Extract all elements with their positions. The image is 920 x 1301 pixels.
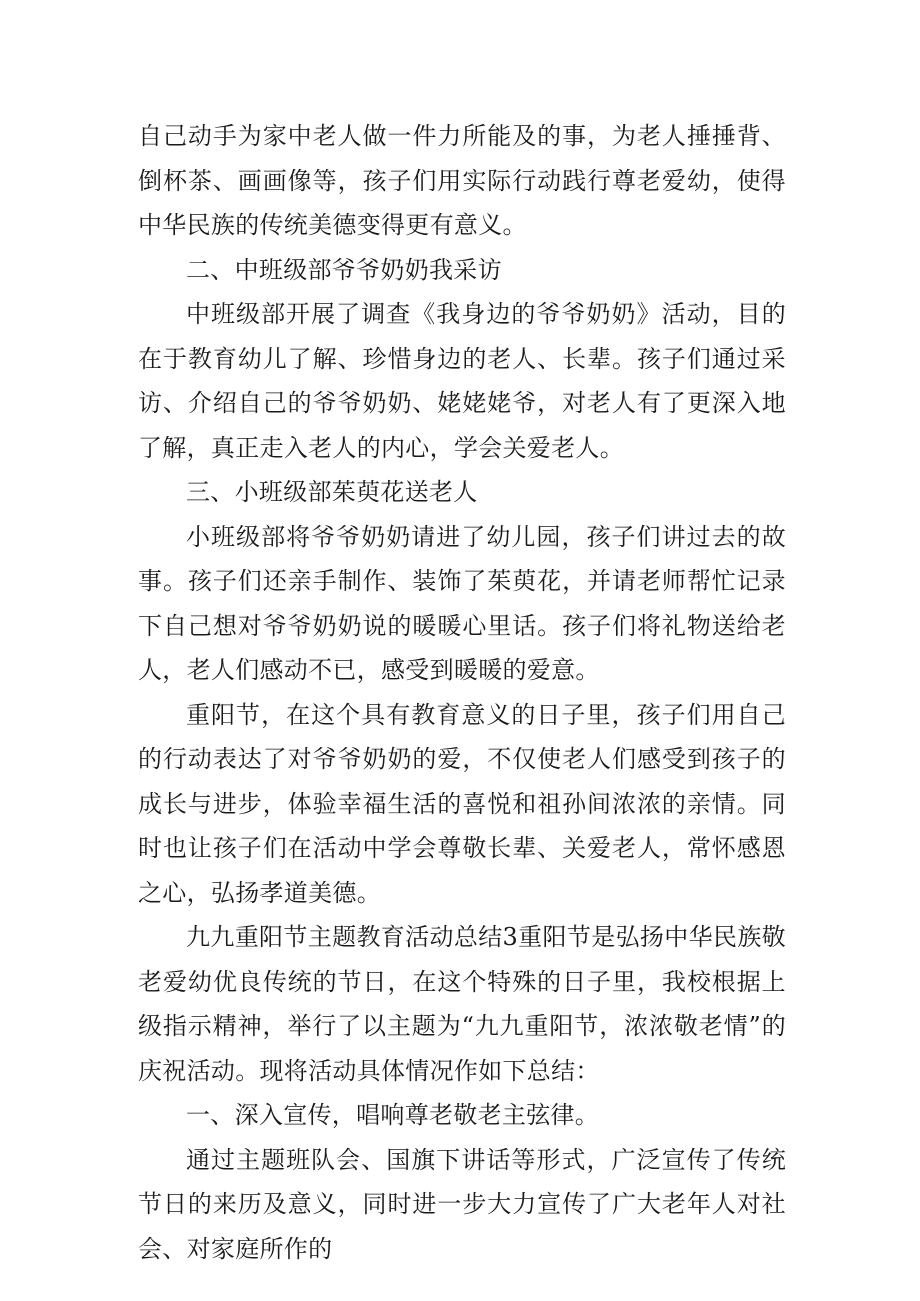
- paragraph-small-class: 小班级部将爷爷奶奶请进了幼儿园，孩子们讲过去的故事。孩子们还亲手制作、装饰了茱萸花，并请老师帮忙记录下自己想对爷爷奶奶说的暖暖心里话。孩子们将礼物送给老人，老人们感动不已，感受到暖暖的爱意。: [138, 522, 786, 684]
- paragraph-middle-class: 中班级部开展了调查《我身边的爷爷奶奶》活动，目的在于教育幼儿了解、珍惜身边的老人、长辈。孩子们通过采访、介绍自己的爷爷奶奶、姥姥姥爷，对老人有了更深入地了解，真正走入老人的内心，学会关爱老人。: [138, 300, 786, 462]
- paragraph-summary-3-intro: 九九重阳节主题教育活动总结3重阳节是弘扬中华民族敬老爱幼优良传统的节日，在这个特殊的日子里，我校根据上级指示精神，举行了以主题为“九九重阳节，浓浓敬老情”的庆祝活动。现将活动具体情况作如下总结：: [138, 923, 786, 1085]
- paragraph-conclusion: 重阳节，在这个具有教育意义的日子里，孩子们用自己的行动表达了对爷爷奶奶的爱，不仅使老人们感受到孩子的成长与进步，体验幸福生活的喜悦和祖孙间浓浓的亲情。同时也让孩子们在活动中学会尊敬长辈、关爱老人，常怀感恩之心，弘扬孝道美德。: [138, 700, 786, 907]
- paragraph-continuation: 自己动手为家中老人做一件力所能及的事，为老人捶捶背、倒杯茶、画画像等，孩子们用实际行动践行尊老爱幼，使得中华民族的传统美德变得更有意义。: [138, 122, 786, 239]
- document-body: [138, 114, 786, 1271]
- section-heading-middle-class: 二、中班级部爷爷奶奶我采访: [186, 255, 502, 284]
- paragraph-publicity: 通过主题班队会、国旗下讲话等形式，广泛宣传了传统节日的来历及意义，同时进一步大力宣传了广大老年人对社会、对家庭所作的: [138, 1145, 786, 1263]
- section-heading-publicity: 一、深入宣传，唱响尊老敬老主弦律。: [186, 1101, 600, 1129]
- section-heading-small-class: 三、小班级部茱萸花送老人: [186, 478, 478, 506]
